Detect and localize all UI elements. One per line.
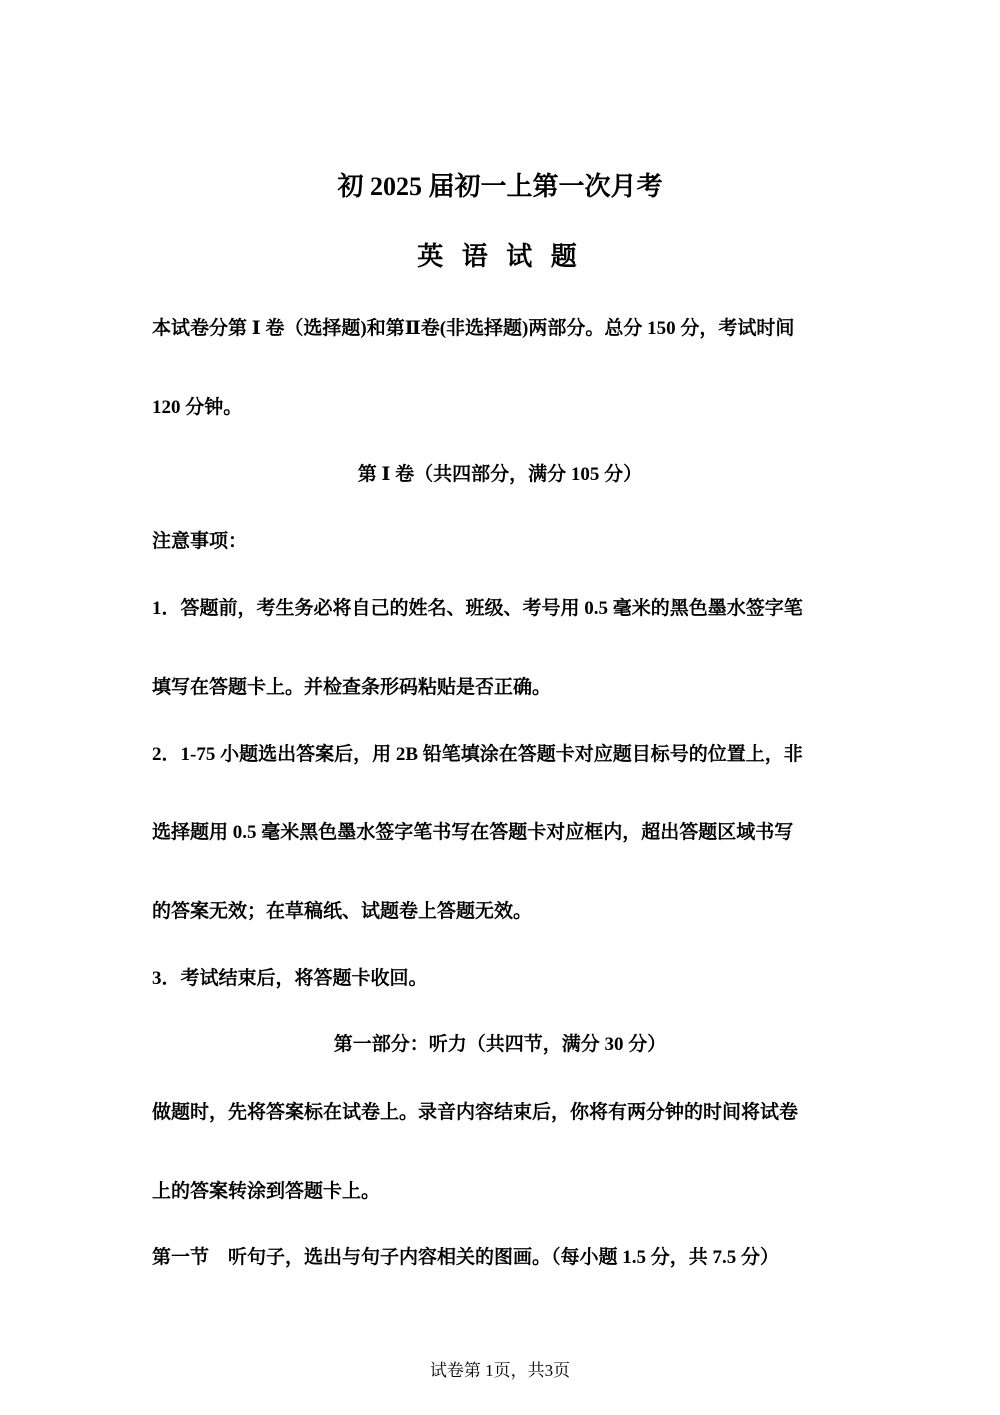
note-line-6: 3．考试结束后，将答题卡收回。 <box>152 968 428 989</box>
notes-heading: 注意事项： <box>152 531 248 552</box>
intro-line-2: 120 分钟。 <box>152 397 243 418</box>
intro-line-1: 本试卷分第 Ⅰ 卷（选择题)和第Ⅱ卷(非选择题)两部分。总分 150 分，考试时间 <box>152 318 795 339</box>
exam-title: 初 2025 届初一上第一次月考 <box>337 172 663 201</box>
note-line-5: 的答案无效；在草稿纸、试题卷上答题无效。 <box>152 901 533 922</box>
note-line-2: 填写在答题卡上。并检查条形码粘贴是否正确。 <box>152 677 552 698</box>
page-footer: 试卷第 1页，共3页 <box>429 1361 571 1380</box>
exam-subtitle: 英 语 试 题 <box>417 242 583 271</box>
section1-heading: 第一节 听句子，选出与句子内容相关的图画。（每小题 1.5 分，共 7.5 分） <box>152 1247 780 1268</box>
part1-heading: 第一部分：听力（共四节，满分 30 分） <box>333 1034 667 1055</box>
volume1-heading: 第 Ⅰ 卷（共四部分，满分 105 分） <box>357 464 643 485</box>
note-line-4: 选择题用 0.5 毫米黑色墨水签字笔书写在答题卡对应框内，超出答题区域书写 <box>152 822 794 843</box>
note-line-1: 1．答题前，考生务必将自己的姓名、班级、考号用 0.5 毫米的黑色墨水签字笔 <box>152 598 803 619</box>
part1-instruction-line-2: 上的答案转涂到答题卡上。 <box>152 1181 381 1202</box>
note-line-3: 2．1-75 小题选出答案后，用 2B 铅笔填涂在答题卡对应题目标号的位置上，非 <box>152 744 803 765</box>
part1-instruction-line-1: 做题时，先将答案标在试卷上。录音内容结束后，你将有两分钟的时间将试卷 <box>152 1102 799 1123</box>
